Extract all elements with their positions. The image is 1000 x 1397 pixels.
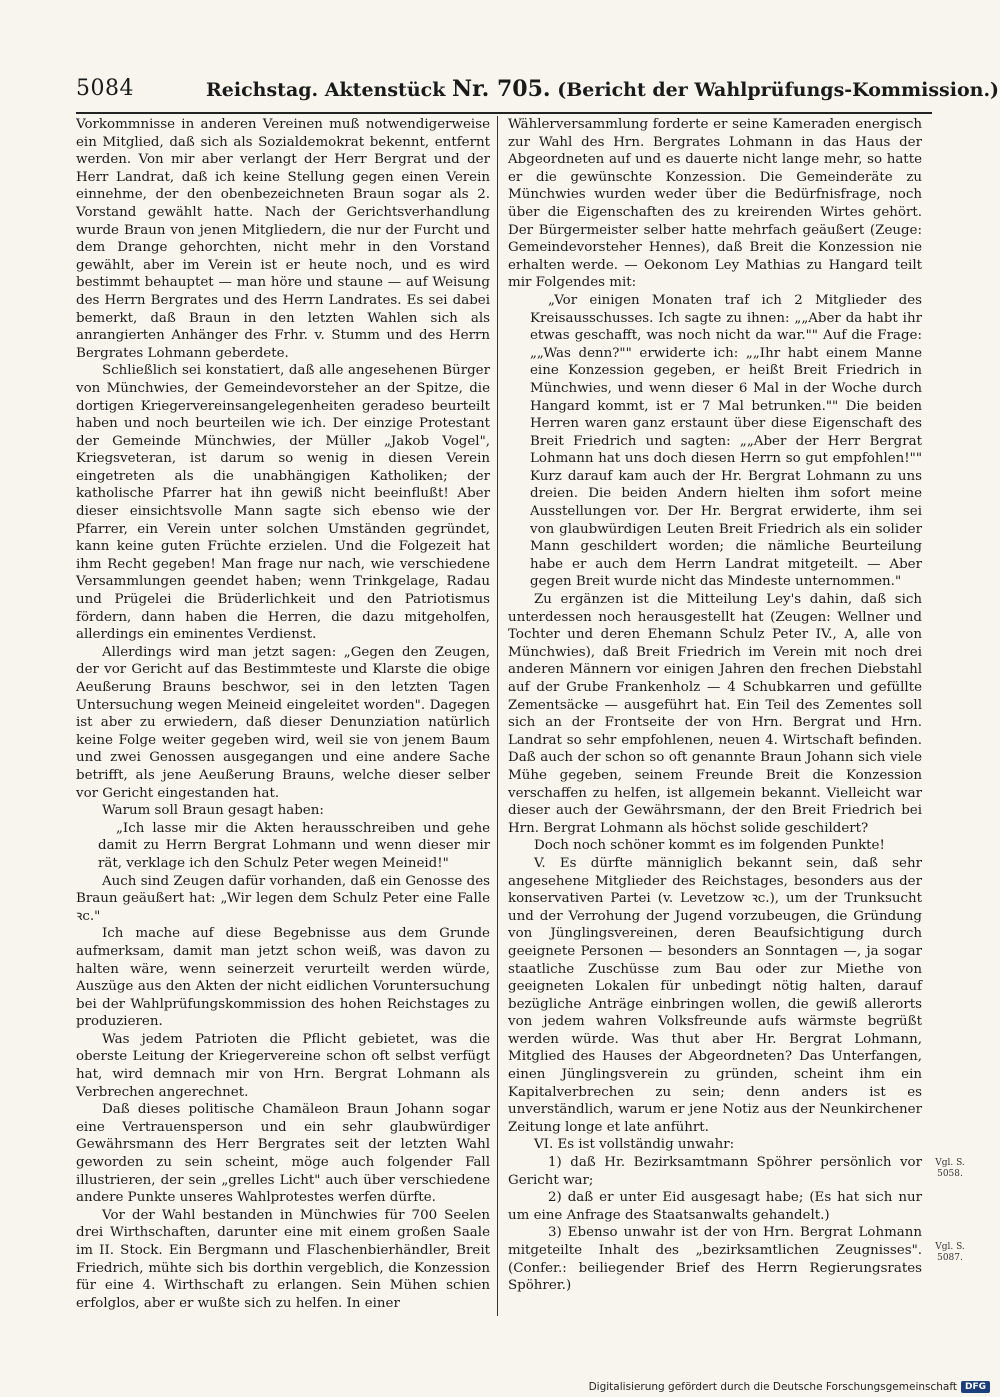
- paragraph: Vor der Wahl bestanden in Münchwies für 700 Seelen drei Wirthschaften, darunter eine mit einem großen Saale im II. Stock. Ein Bergmann und Flaschenbierhändler, Breit Friedrich, mühte sich bis dorthin vergeblich, die Konzession für eine 4. Wirthschaft zu erlangen. Sein Mühen schien erfolglos, aber er wußte sich zu helfen. In einer: [76, 1207, 490, 1311]
- numbered-item: 3) Ebenso unwahr ist der von Hrn. Bergrat Lohmann mitgeteilte Inhalt des „bezirksamtlichen Zeugnisses". (Confer.: beiliegender Brief des Herrn Regierungsrates Spöhrer.): [508, 1225, 922, 1294]
- page-header: [76, 74, 1000, 106]
- paragraph: Was jedem Patrioten die Pflicht gebietet, was die oberste Leitung der Kriegervereine schon oft selbst verfügt hat, wird demnach mir von Hrn. Bergrat Lohmann als Verbrechen angerechnet.: [76, 1031, 490, 1100]
- footer-text: Digitalisierung gefördert durch die Deutsche Forschungsgemeinschaft: [588, 1381, 957, 1393]
- paragraph: Ich mache auf diese Begebnisse aus dem Grunde aufmerksam, damit man jetzt schon weiß, was davon zu halten wäre, wenn seinerzeit verurteilt werden würde, Auszüge aus den Akten der nicht eidlichen Voruntersuchung bei der Wahlprüfungskommission des hohen Reichstages zu produzieren.: [76, 926, 490, 1030]
- paragraph: Schließlich sei konstatiert, daß alle angesehenen Bürger von Münchwies, der Gemeindevorsteher an der Spitze, die dortigen Kriegervereinsangelegenheiten geradeso beurteilt haben und noch beurteilen wie ich. Der einzige Protestant der Gemeinde Münchwies, der Müller „Jakob Vogel", Kriegsveteran, ist darum so wenig in diesen Verein eingetreten als die unabhängigen Katholiken; der katholische Pfarrer hat ihn gewiß nicht beeinflußt! Aber dieser einsichtsvolle Mann sagte sich ebenso wie der Pfarrer, ein Verein unter solchen Umständen gegründet, kann keine guten Früchte erzielen. Und die Folgezeit hat ihm Recht gegeben! Man frage nur nach, wie verschiedene Versammlungen geendet haben; wenn Trinkgelage, Radau und Prügelei die Brüderlichkeit und den Patriotismus fördern, dann haben die Herren, die dazu mitgeholfen, allerdings ein eminentes Verdienst.: [76, 363, 490, 643]
- document-number: Nr. 705.: [452, 76, 551, 102]
- block-quote: „Ich lasse mir die Akten herausschreiben und gehe damit zu Herrn Bergrat Lohmann und wenn dieser mir rät, verklage ich den Schulz Peter wegen Meineid!": [98, 820, 490, 871]
- page-number: 5084: [76, 76, 134, 101]
- running-title: [206, 76, 999, 102]
- left-column: [76, 116, 490, 1312]
- paragraph: Zu ergänzen ist die Mitteilung Ley's dahin, daß sich unterdessen noch herausgestellt hat (Zeugen: Wellner und Tochter und deren Ehemann Schulz Peter IV., A, alle von Münchwies), daß Breit Friedrich im Verein mit noch drei anderen Männern vor einigen Jahren den frechen Diebstahl auf der Grube Frankenholz — 4 Schubkarren und gefüllte Zementsäcke — ausgeführt hat. Ein Teil des Zementes soll sich an der Frontseite der von Hrn. Bergrat und Hrn. Landrat so sehr empfohlenen, neuen 4. Wirtschaft befinden. Daß auch der schon so oft genannte Braun Johann sich viele Mühe gegeben, seinem Freunde Breit die Konzession verschaffen zu helfen, ist allgemein bekannt. Vielleicht war dieser auch der Gewährsmann, der den Breit Friedrich bei Hrn. Bergrat Lohmann als höchst solide geschildert?: [508, 592, 922, 836]
- running-title-part-b: (Bericht der Wahlprüfungs-Kommission.): [550, 79, 1000, 101]
- paragraph: V. Es dürfte männiglich bekannt sein, daß sehr angesehene Mitglieder des Reichstages, besonders aus der konservativen Partei (v. Levetzow ꝛc.), um der Trunksucht und der Verrohung der Jugend vorzubeugen, die Gründung von Jünglingsvereinen, deren Beaufsichtigung durch geeignete Personen — besonders an Sonntagen —, ja sogar staatliche Zuschüsse zum Bau oder zur Miethe von geeigneten Lokalen für unbedingt nötig halten, darauf bezügliche Anträge einbringen wollen, die gewiß allerorts von jedem wahren Volksfreunde aufs wärmste begrüßt werden würde. Was thut aber Hr. Bergrat Lohmann, Mitglied des Hauses der Abgeordneten? Das Unterfangen, einen Jünglingsverein zu gründen, scheint ihm ein Kapitalverbrechen zu sein; denn anders ist es unverständlich, warum er jene Notiz aus der Neunkirchener Zeitung longe et late anführt.: [508, 855, 922, 1135]
- header-rule: [76, 112, 932, 114]
- right-column: [508, 116, 922, 1295]
- paragraph: Vorkommnisse in anderen Vereinen muß notwendigerweise ein Mitglied, daß sich als Sozialdemokrat bekennt, entfernt werden. Von mir aber verlangt der Herr Bergrat und der Herr Landrat, daß ich keine Stellung gegen einen Verein einnehme, der den obenbezeichneten Braun sogar als 2. Vorstand gewählt hatte. Nach der Gerichtsverhandlung wurde Braun von jenen Mitgliedern, die nur der Furcht und dem Drange gehorchten, nicht mehr in den Vorstand gewählt, aber im Verein ist er heute noch, und es wird bestimmt behauptet — man höre und staune — auf Weisung des Herrn Bergrates und des Herrn Landrates. Es sei dabei bemerkt, daß Braun in den letzten Wahlen sich als anrangierten Anhänger des Frhr. v. Stumm und des Herrn Bergrates Lohmann geberdete.: [76, 117, 490, 361]
- margin-note: Vgl. S. 5058.: [935, 1158, 965, 1179]
- paragraph: Doch noch schöner kommt es im folgenden Punkte!: [534, 838, 885, 854]
- numbered-item: 1) daß Hr. Bezirksamtmann Spöhrer persönlich vor Gericht war;: [508, 1155, 922, 1188]
- paragraph: Wählerversammlung forderte er seine Kameraden energisch zur Wahl des Hrn. Bergrates Lohmann in das Haus der Abgeordneten auf und es dauerte nicht lange mehr, so hatte er die gewünschte Konzession. Die Gemeinderäte zu Münchwies wurden weder über die Bedürfnisfrage, noch über die Eigenschaften des zu kreirenden Wirtes gehört. Der Bürgermeister selber hatte mehrfach geäußert (Zeuge: Gemeindevorsteher Hennes), daß Breit die Konzession nie erhalten werde. — Oekonom Ley Mathias zu Hangard teilt mir Folgendes mit:: [508, 117, 922, 291]
- paragraph: Daß dieses politische Chamäleon Braun Johann sogar eine Vertrauensperson und ein sehr glaubwürdiger Gewährsmann des Herr Bergrates seit der letzten Wahl geworden zu sein scheint, möge auch folgender Fall illustrieren, der sein „grelles Licht" auch über verschiedene andere Punkte unseres Wahlprotestes werfen dürfte.: [76, 1102, 490, 1206]
- dfg-logo: DFG: [961, 1381, 990, 1393]
- paragraph: Allerdings wird man jetzt sagen: „Gegen den Zeugen, der vor Gericht auf das Bestimmteste und Klarste die obige Aeußerung Brauns beschwor, sei in den letzten Tagen Untersuchung wegen Meineid eingeleitet worden". Dagegen ist aber zu erwiedern, daß dieser Denunziation natürlich keine Folge weiter gegeben wird, weil sie von jenem Baum und zwei Genossen ausgegangen und eine andere Sache betrifft, als jene Aeußerung Brauns, welche dieser selber vor Gericht eingestanden hat.: [76, 644, 490, 801]
- paragraph: Auch sind Zeugen dafür vorhanden, daß ein Genosse des Braun geäußert hat: „Wir legen dem Schulz Peter eine Falle ꝛc.": [76, 873, 490, 924]
- column-divider: [497, 116, 498, 1316]
- margin-note: Vgl. S. 5087.: [935, 1242, 965, 1263]
- footer: [589, 1381, 990, 1393]
- running-title-part-a: Reichstag. Aktenstück: [206, 79, 452, 101]
- paragraph: Warum soll Braun gesagt haben:: [102, 803, 324, 819]
- block-quote: „Vor einigen Monaten traf ich 2 Mitglieder des Kreisausschusses. Ich sagte zu ihnen: „„Aber da habt ihr etwas geschafft, was noch nicht da war."" Auf die Frage: „„Was denn?"" erwiderte ich: „„Ihr habt einem Manne eine Konzession gegeben, er heißt Breit Friedrich in Münchwies, und wenn dieser 6 Mal in der Woche durch Hangard kommt, ist er 7 Mal betrunken."" Die beiden Herren waren ganz erstaunt über diese Eigenschaft des Breit Friedrich und sagten: „„Aber der Herr Bergrat Lohmann hat uns doch diesen Herrn so gut empfohlen!"" Kurz darauf kam auch der Hr. Bergrat Lohmann zu uns dreien. Die beiden Andern hielten ihm sofort meine Ausstellungen vor. Der Hr. Bergrat erwiderte, ihm sei von glaubwürdigen Leuten Breit Friedrich als ein solider Mann geschildert worden; die nämliche Beurteilung habe er auch dem Herrn Landrat mitgeteilt. — Aber gegen Breit wurde nicht das Mindeste unternommen.": [530, 292, 922, 590]
- numbered-item: 2) daß er unter Eid ausgesagt habe; (Es hat sich nur um eine Anfrage des Staatsanwalts gehandelt.): [508, 1190, 922, 1223]
- paragraph: VI. Es ist vollständig unwahr:: [534, 1137, 735, 1153]
